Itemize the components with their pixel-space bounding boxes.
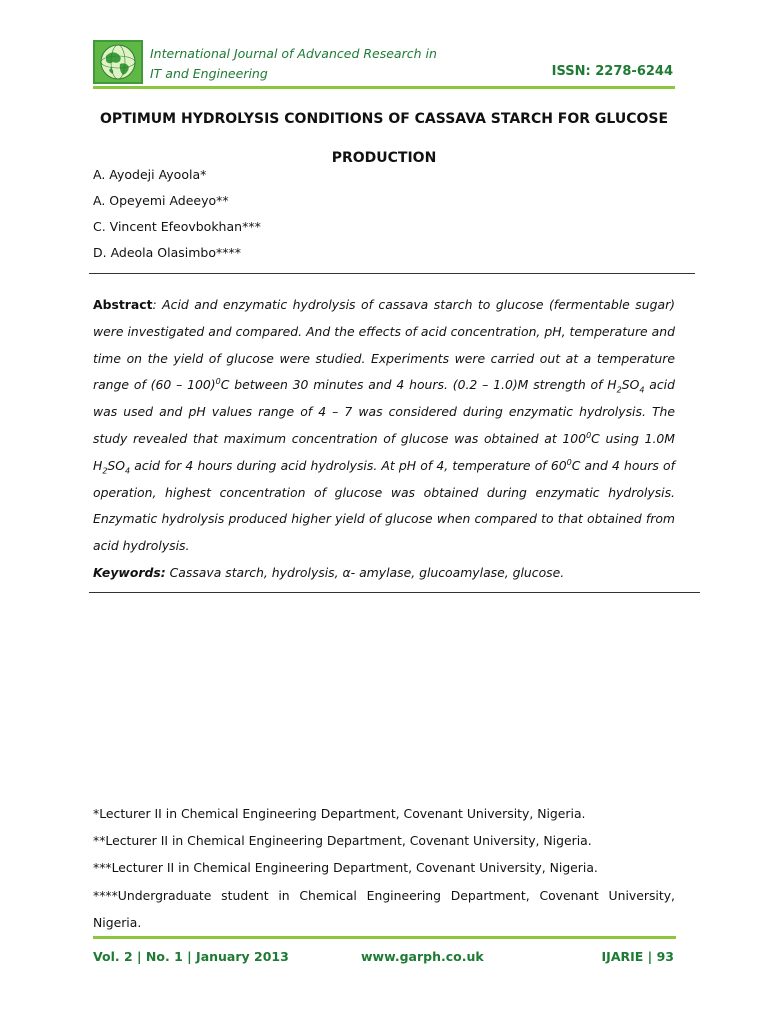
abstract-top-divider <box>89 273 695 274</box>
abstract-text: : Acid and enzymatic hydrolysis of cassava starch to glucose (fermentable sugar) were investigated and compared. And the effects of acid concentration, pH, temperature and time on the yield of glucose were studied. Experiments were carried out at a temperature range of (60 – 100) <box>93 297 675 393</box>
superscript: 0 <box>566 457 572 467</box>
footer-volume-info: Vol. 2 | No. 1 | January 2013 <box>93 949 289 964</box>
abstract-text: SO <box>621 377 640 393</box>
abstract-text: C using 1.0M H <box>93 430 675 473</box>
footnote-2: **Lecturer II in Chemical Engineering Department, Covenant University, Nigeria. <box>93 833 592 849</box>
subscript: 2 <box>616 385 622 395</box>
subscript: 4 <box>639 385 645 395</box>
footer-website-link[interactable]: www.garph.co.uk <box>361 949 484 964</box>
journal-name-line2: IT and Engineering <box>150 66 268 81</box>
author-footnotes <box>93 800 675 936</box>
keywords-label: Keywords: <box>93 564 166 580</box>
journal-name <box>150 44 437 84</box>
page-footer <box>93 936 676 964</box>
subscript: 4 <box>125 466 131 476</box>
footnote-1: *Lecturer II in Chemical Engineering Department, Covenant University, Nigeria. <box>93 806 586 821</box>
paper-title-line2: PRODUCTION <box>331 150 437 166</box>
footer-page-number: IJARIE | 93 <box>601 949 674 964</box>
footnote-3: ***Lecturer II in Chemical Engineering Department, Covenant University, Nigeria. <box>93 860 598 876</box>
issn-label: ISSN: 2278-6244 <box>551 64 673 79</box>
abstract-label: Abstract <box>93 297 153 312</box>
abstract-text: acid for 4 hours during acid hydrolysis. At pH of 4, temperature of 60 <box>130 457 567 473</box>
author-4: D. Adeola Olasimbo**** <box>93 245 241 260</box>
superscript: 0 <box>586 430 592 440</box>
journal-logo-icon <box>93 40 143 84</box>
keywords-line <box>93 560 675 587</box>
superscript: 0 <box>215 377 221 387</box>
abstract-bottom-divider <box>89 592 700 593</box>
subscript: 2 <box>102 466 108 476</box>
journal-name-line1: International Journal of Advanced Research in <box>150 46 437 61</box>
abstract-paragraph <box>93 292 675 560</box>
author-list <box>93 162 261 266</box>
author-1: A. Ayodeji Ayoola* <box>93 167 207 182</box>
author-3: C. Vincent Efeovbokhan*** <box>93 219 261 234</box>
journal-header <box>93 40 675 89</box>
abstract-text: SO <box>107 457 126 473</box>
author-2: A. Opeyemi Adeeyo** <box>93 193 229 208</box>
keywords-text: Cassava starch, hydrolysis, α- amylase, glucoamylase, glucose. <box>165 564 565 580</box>
footnote-4: ****Undergraduate student in Chemical Engineering Department, Covenant University, Nigeria. <box>93 887 675 930</box>
abstract-text: acid was used and pH values range of 4 – 7 was considered during enzymatic hydrolysis. The study revealed that maximum concentration of glucose was obtained at 100 <box>93 377 675 446</box>
abstract-section <box>93 292 675 587</box>
abstract-text: C and 4 hours of operation, highest concentration of glucose was obtained during enzymatic hydrolysis. Enzymatic hydrolysis produced higher yield of glucose when compared to that obtained from acid hydrolysis. <box>93 457 675 554</box>
abstract-text: C between 30 minutes and 4 hours. (0.2 – 1.0)M strength of H <box>220 377 617 393</box>
paper-title-line1: OPTIMUM HYDROLYSIS CONDITIONS OF CASSAVA STARCH FOR GLUCOSE <box>99 111 669 127</box>
